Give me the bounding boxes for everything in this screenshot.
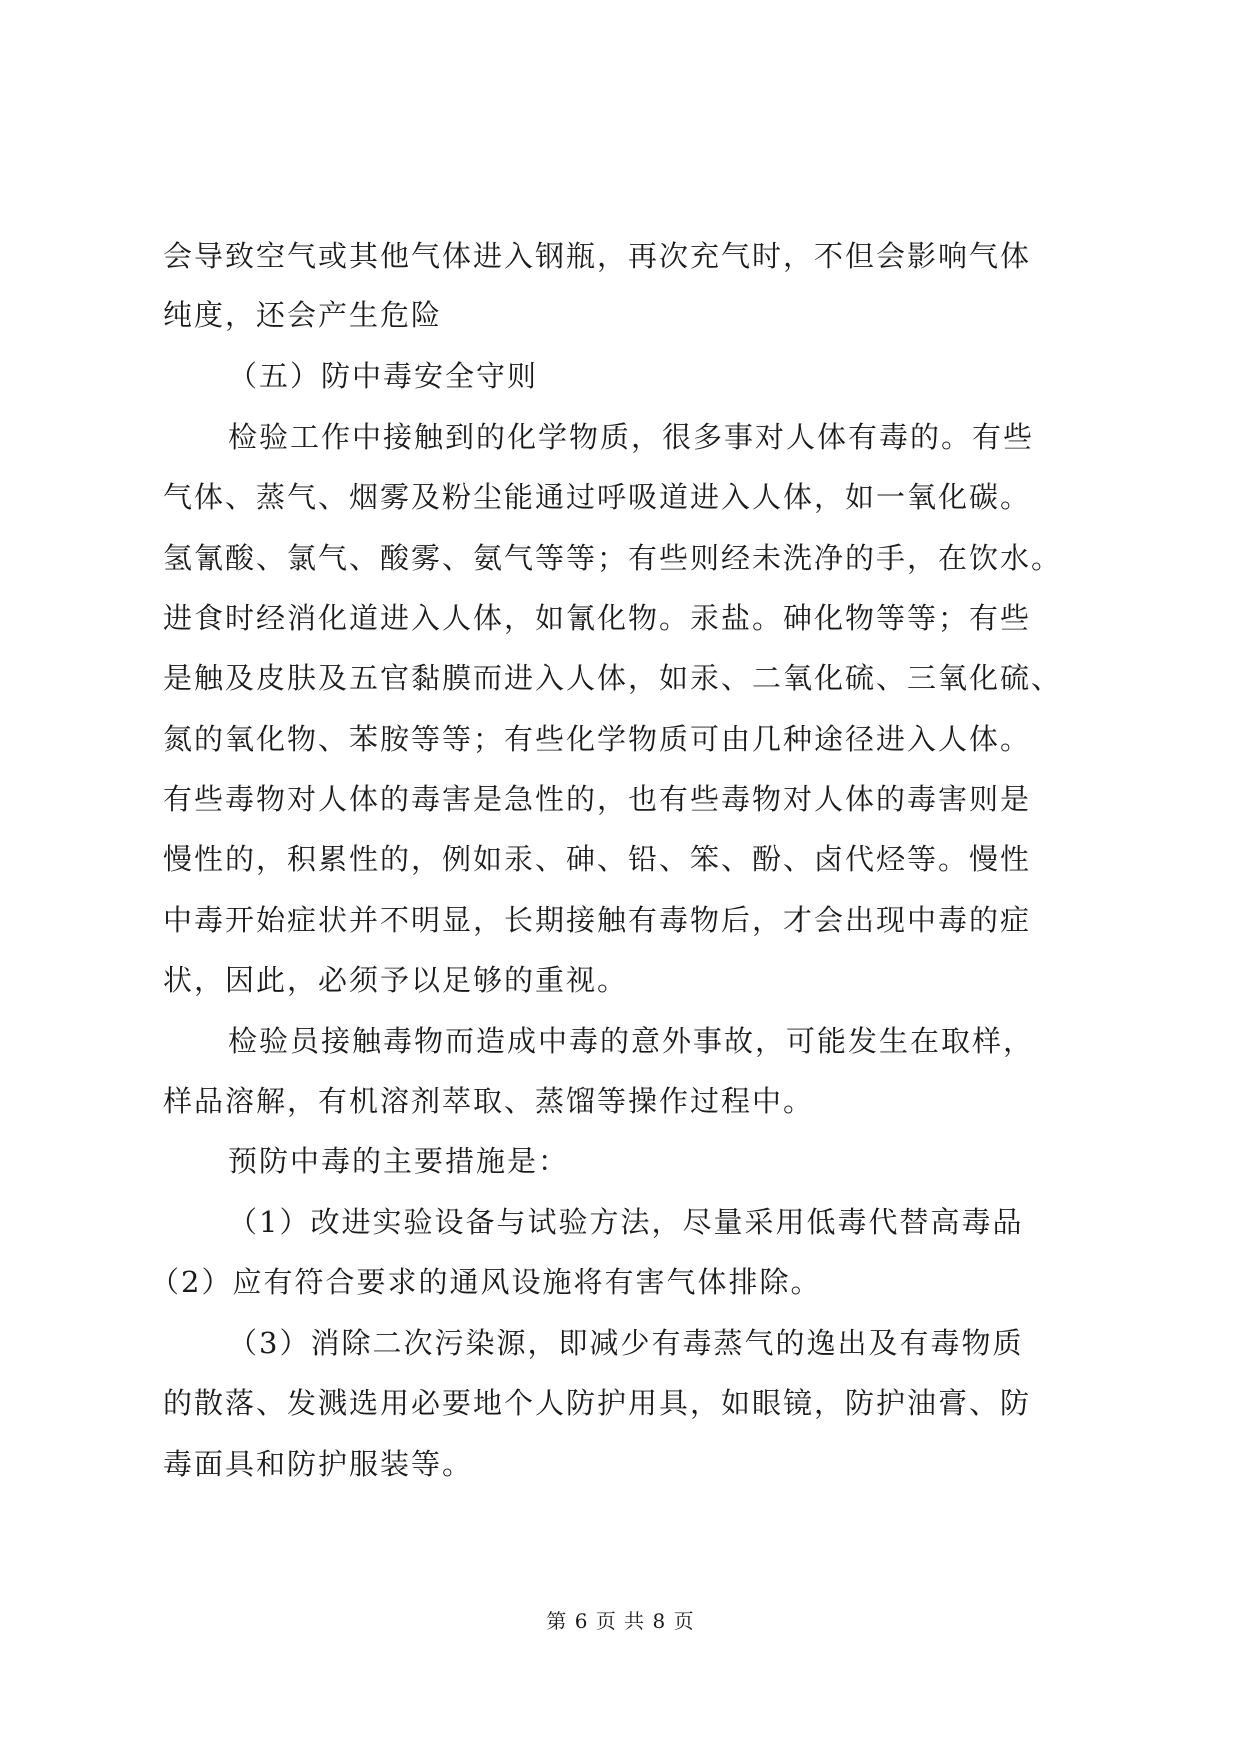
text-line: 氢氰酸、氯气、酸雾、氨气等等；有些则经未洗净的手，在饮水。 bbox=[163, 541, 1063, 575]
text-line: 是触及皮肤及五官黏膜而进入人体，如汞、二氧化硫、三氧化硫、 bbox=[163, 661, 1063, 695]
page-number-footer: 第 6 页 共 8 页 bbox=[546, 1609, 695, 1633]
text-line: 中毒开始症状并不明显，长期接触有毒物后，才会出现中毒的症 bbox=[163, 903, 1032, 937]
list-item: （3）消除二次污染源，即减少有毒蒸气的逸出及有毒物质 bbox=[228, 1326, 1024, 1360]
text-line: 纯度，还会产生危险 bbox=[163, 298, 443, 332]
list-item: （2）应有符合要求的通风设施将有害气体排除。 bbox=[150, 1265, 822, 1299]
text-line: 毒面具和防护服装等。 bbox=[163, 1447, 474, 1481]
text-line: 状，因此，必须予以足够的重视。 bbox=[163, 963, 629, 997]
text-line: 慢性的，积累性的，例如汞、砷、铅、笨、酚、卤代烃等。慢性 bbox=[163, 842, 1032, 876]
section-heading: （五）防中毒安全守则 bbox=[228, 359, 539, 393]
text-line: 的散落、发溅选用必要地个人防护用具，如眼镜，防护油膏、防 bbox=[163, 1386, 1032, 1420]
paragraph-start: 检验员接触毒物而造成中毒的意外事故，可能发生在取样， bbox=[228, 1024, 1035, 1058]
list-item: （1）改进实验设备与试验方法，尽量采用低毒代替高毒品 bbox=[228, 1205, 1024, 1239]
text-line: 气体、蒸气、烟雾及粉尘能通过呼吸道进入人体，如一氧化碳。 bbox=[163, 480, 1032, 514]
text-line: 氮的氧化物、苯胺等等；有些化学物质可由几种途径进入人体。 bbox=[163, 722, 1032, 756]
text-line: 有些毒物对人体的毒害是急性的，也有些毒物对人体的毒害则是 bbox=[163, 782, 1032, 816]
paragraph-start: 预防中毒的主要措施是： bbox=[228, 1144, 570, 1178]
text-line: 会导致空气或其他气体进入钢瓶，再次充气时，不但会影响气体 bbox=[163, 239, 1032, 273]
text-line: 进食时经消化道进入人体，如氰化物。汞盐。砷化物等等；有些 bbox=[163, 601, 1032, 635]
paragraph-start: 检验工作中接触到的化学物质，很多事对人体有毒的。有些 bbox=[228, 420, 1035, 454]
text-line: 样品溶解，有机溶剂萃取、蒸馏等操作过程中。 bbox=[163, 1084, 815, 1118]
